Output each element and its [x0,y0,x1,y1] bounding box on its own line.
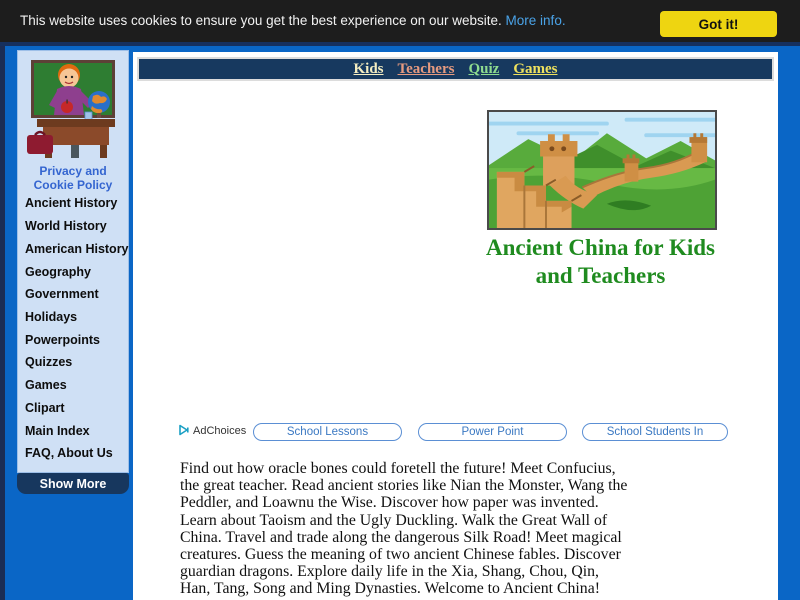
page-title-line2: and Teachers [535,263,666,288]
ad-row [173,421,733,443]
privacy-cookie-policy-link[interactable] [18,165,128,192]
sidebar-item-games[interactable]: Games [25,378,67,392]
great-wall-image [487,110,717,230]
privacy-link-line2: Cookie Policy [33,177,113,192]
got-it-button[interactable]: Got it! [660,11,777,37]
sidebar-item-clipart[interactable]: Clipart [25,401,65,415]
sidebar-item-quizzes[interactable]: Quizzes [25,355,73,369]
teacher-clipart-icon [23,55,123,161]
sidebar-item-faq-about-us[interactable]: FAQ, About Us [25,446,113,460]
ad-pill-school-students-in[interactable]: School Students In [582,423,728,441]
more-info-link[interactable]: More info. [505,13,566,28]
nav-link-teachers[interactable]: Teachers [397,61,455,77]
sidebar-item-world-history[interactable]: World History [25,219,107,233]
nav-link-games[interactable]: Games [513,61,558,77]
sidebar-item-american-history[interactable]: American History [25,242,129,256]
page-title [433,234,768,290]
sidebar [17,50,129,473]
top-navigation [137,57,774,81]
privacy-link-line1: Privacy and [39,164,107,178]
nav-link-kids[interactable]: Kids [353,61,384,77]
page-title-line1: Ancient China for Kids [486,235,715,260]
ad-pill-power-point[interactable]: Power Point [418,423,567,441]
nav-link-quiz[interactable]: Quiz [468,61,500,77]
cookie-message [20,13,566,28]
adchoices-link[interactable] [178,424,246,437]
intro-paragraph: Find out how oracle bones could foretell the future! Meet Confucius, the great teacher. Read ancient stories like Nian the Monster, Wang the Peddler, and Loawnu the Wise. Discover how paper was invented. Learn about Taoism and the Ugly Duckling. Walk the Great Wall of China. Travel and trade along the dangerous Silk Road! Meet magical creatures. Guess the meaning of two ancient Chinese fables. Discover guardian dragons. Explore daily life in the Xia, Shang, Chou, Qin, Han, Tang, Song and Ming Dynasties. Welcome to Ancient China! [180,460,628,598]
sidebar-item-powerpoints[interactable]: Powerpoints [25,333,101,347]
sidebar-item-holidays[interactable]: Holidays [25,310,78,324]
ad-pill-school-lessons[interactable]: School Lessons [253,423,402,441]
sidebar-item-geography[interactable]: Geography [25,265,91,279]
main-content [133,52,778,600]
sidebar-item-ancient-history[interactable]: Ancient History [25,196,118,210]
cookie-banner [0,0,800,42]
sidebar-item-main-index[interactable]: Main Index [25,424,90,438]
sidebar-item-government[interactable]: Government [25,287,99,301]
cookie-message-text: This website uses cookies to ensure you get the best experience on our website. [20,13,502,28]
adchoices-label: AdChoices [193,425,247,437]
adchoices-icon [178,424,190,436]
show-more-button[interactable]: Show More [17,473,129,494]
